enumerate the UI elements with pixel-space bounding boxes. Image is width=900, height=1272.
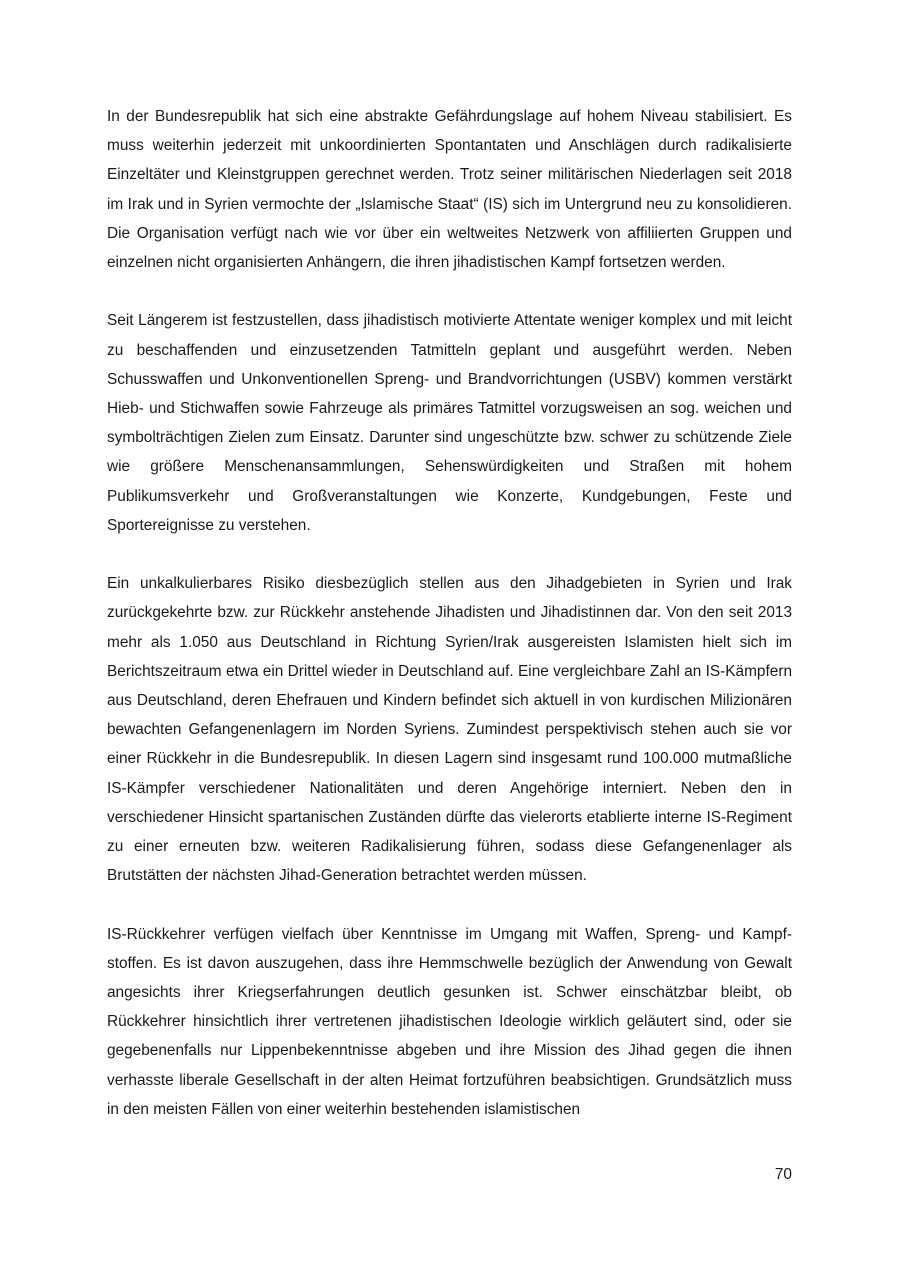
paragraph-returnee-skills: IS-Rückkehrer verfügen vielfach über Kenntnisse im Umgang mit Waffen, Spreng- und Kampfstoffen. Es ist davon auszugehen, dass ihre Hemmschwelle bezüglich der Anwendung von Gewalt angesichts ihrer Kriegserfahrungen deutlich gesunken ist. Schwer einschätzbar bleibt, ob Rückkehrer hinsichtlich ihrer vertretenen jihadistischen Ideologie wirklich geläutert sind, oder sie gegebenenfalls nur Lippenbekenntnisse abgeben und ihre Mission des Jihad gegen die ihnen verhasste liberale Gesellschaft in der alten Heimat fortzuführen beabsichtigen. Grundsätzlich muss in den meisten Fällen von einer weiterhin bestehenden islamistischen [107,925,792,1118]
paragraph-attack-methods: Seit Längerem ist festzustellen, dass jihadistisch motivierte Attentate weniger komplex und mit leicht zu beschaffenden und einzusetzenden Tatmitteln geplant und ausgeführt werden. Neben Schusswaffen und Unkonventionellen Spreng- und Brandvorrichtungen (USBV) kommen verstärkt Hieb- und Stichwaffen sowie Fahrzeuge als primäres Tatmittel vorzugsweisen an sog. weichen und symbolträchtigen Zielen zum Einsatz. Darunter sind ungeschützte bzw. schwer zu schützende Ziele wie größere Menschenansammlungen, Sehenswürdigkeiten und Straßen mit hohem Publikumsverkehr und Großveranstaltungen wie Konzerte, Kundgebungen, Feste und Sportereignisse zu verstehen. [107,312,792,534]
paragraph-returnees-risk: Ein unkalkulierbares Risiko diesbezüglich stellen aus den Jihadgebieten in Syrien und Irak zurückgekehrte bzw. zur Rückkehr anstehende Jihadisten und Jihadistinnen dar. Von den seit 2013 mehr als 1.050 aus Deutschland in Richtung Syrien/Irak ausgereisten Islamisten hielt sich im Berichtszeitraum etwa ein Drittel wieder in Deutschland auf. Eine vergleichbare Zahl an IS-Kämpfern aus Deutschland, deren Ehefrauen und Kindern befindet sich aktuell in von kurdischen Milizionären bewachten Gefangenenlagern im Norden Syriens. Zumindest perspektivisch stehen auch sie vor einer Rückkehr in die Bundesrepublik. In diesen Lagern sind insgesamt rund 100.000 mutmaßliche IS-Kämpfer verschiedener Nationalitäten und deren Angehörige interniert. Neben den in verschiedener Hinsicht spartanischen Zuständen dürfte das vielerorts etablierte interne IS-Regiment zu einer erneuten bzw. weiteren Radikalisierung führen, sodass diese Gefangenenlager als Brutstätten der nächsten Jihad-Generation betrachtet werden müssen. [107,575,792,885]
body-text [107,102,792,1124]
paragraph-threat-level: In der Bundesrepublik hat sich eine abstrakte Gefährdungslage auf hohem Niveau stabilisiert. Es muss weiterhin jederzeit mit unkoordinierten Spontantaten und Anschlägen durch radikalisierte Einzeltäter und Kleinstgruppen gerechnet werden. Trotz seiner militärischen Niederlagen seit 2018 im Irak und in Syrien vermochte der „Islamische Staat“ (IS) sich im Untergrund neu zu konsolidieren. Die Organisation verfügt nach wie vor über ein weltweites Netzwerk von affiliierten Gruppen und einzelnen nicht organisierten Anhängern, die ihren jihadistischen Kampf fortsetzen werden. [107,108,792,272]
page-number: 70 [774,1166,792,1183]
